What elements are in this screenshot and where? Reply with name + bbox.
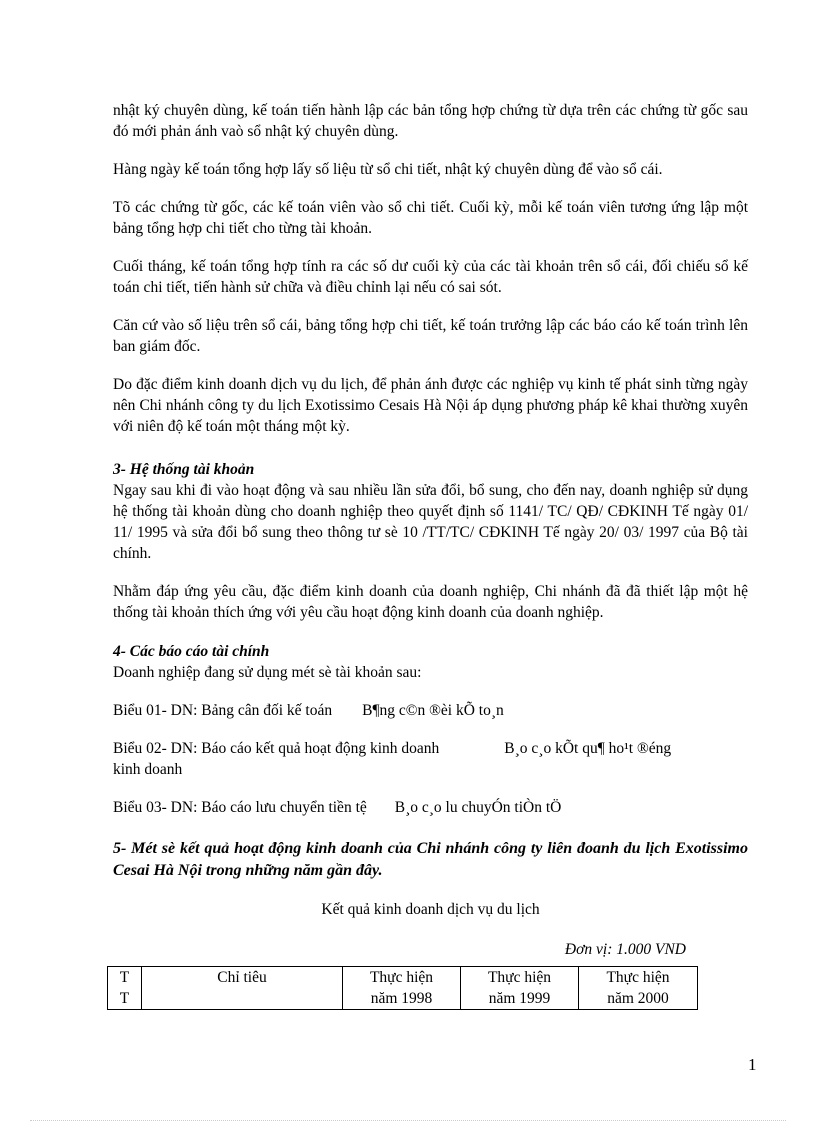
paragraph-2: Hàng ngày kế toán tổng hợp lấy số liệu từ sổ chi tiết, nhật ký chuyên dùng để vào sổ cái. <box>113 161 663 178</box>
bieu-03-line <box>113 797 748 818</box>
header-tt: T T <box>108 967 142 1010</box>
paragraph-5: Căn cứ vào số liệu trên sổ cái, bảng tổng hợp chi tiết, kế toán trưởng lập các báo cáo kế toán trình lên ban giám đốc. <box>113 317 748 355</box>
section-3-body-1: Ngay sau khi đi vào hoạt động và sau nhiều lần sửa đổi, bổ sung, cho đến nay, doanh nghiệp sử dụng hệ thống tài khoản dùng cho doanh nghiệp theo quyết định số 1141/ TC/ QĐ/ CĐKINH Tế ngày 01/ 11/ 1995 và sửa đổi bổ sung theo thông tư sè 10 /TT/TC/ CĐKINH Tế ngày 20/ 03/ 1997 của Bộ tài chính. <box>113 482 748 562</box>
paragraph-1: nhật ký chuyên dùng, kế toán tiến hành lập các bản tổng hợp chứng từ dựa trên các chứng từ gốc sau đó mới phản ánh vaò sổ nhật ký chuyên dùng. <box>113 102 748 140</box>
bieu-03-label: Biểu 03- DN: Báo cáo lưu chuyển tiền tệ <box>113 799 367 816</box>
section-3-heading: 3- Hệ thống tài khoản <box>113 461 255 478</box>
paragraph-3: Tõ các chứng từ gốc, các kế toán viên vào sổ chi tiết. Cuối kỳ, mỗi kế toán viên tương ứng lập một bảng tổng hợp chi tiết cho từng tài khoản. <box>113 199 748 237</box>
bieu-02-label: Biểu 02- DN: Báo cáo kết quả hoạt động kinh doanh <box>113 740 440 757</box>
bieu-02-continuation: kinh doanh <box>113 761 183 778</box>
header-1999: Thực hiện năm 1999 <box>461 967 579 1010</box>
paragraph-4: Cuối tháng, kế toán tổng hợp tính ra các số dư cuối kỳ của các tài khoản trên sổ cái, đối chiếu sổ kế toán chi tiết, tiến hành sử chữa và điều chỉnh lại nếu có sai sót. <box>113 258 748 296</box>
bieu-01-garbled: B¶ng c©n ®èi kÕ to¸n <box>362 702 504 719</box>
results-table <box>107 966 698 1010</box>
page-content <box>113 100 748 977</box>
bieu-02-line <box>113 738 748 780</box>
section-3-body-2: Nhằm đáp ứng yêu cầu, đặc điểm kinh doanh của doanh nghiệp, Chi nhánh đã đã thiết lập một hệ thống tài khoản thích ứng với yêu cầu hoạt động kinh doanh của doanh nghiệp. <box>113 583 748 621</box>
bieu-01-line <box>113 700 748 721</box>
table-header-row <box>108 967 698 1010</box>
table-title: Kết quả kinh doanh dịch vụ du lịch <box>321 901 540 918</box>
header-chi-tieu: Chỉ tiêu <box>142 967 343 1010</box>
header-1998: Thực hiện năm 1998 <box>343 967 461 1010</box>
section-5-heading: 5- Mét sè kết quả hoạt động kinh doanh của Chi nhánh công ty liên đoanh du lịch Exotissimo Cesai Hà Nội trong những năm gần đây. <box>113 840 748 879</box>
header-2000: Thực hiện năm 2000 <box>579 967 698 1010</box>
bieu-03-garbled: B¸o c¸o lu chuyÓn tiÒn tÖ <box>394 799 562 816</box>
bieu-02-garbled: B¸o c¸o kÕt qu¶ ho¹t ®éng <box>504 740 672 757</box>
bieu-01-label: Biểu 01- DN: Bảng cân đối kế toán <box>113 702 333 719</box>
paragraph-6: Do đặc điểm kinh doanh dịch vụ du lịch, để phản ánh được các nghiệp vụ kinh tế phát sinh từng ngày nên Chi nhánh công ty du lịch Exotissimo Cesais Hà Nội áp dụng phương pháp kê khai thường xuyên với niên độ kế toán một tháng một kỳ. <box>113 376 748 435</box>
unit-label: Đơn vị: 1.000 VND <box>564 941 686 958</box>
section-4-heading: 4- Các báo cáo tài chính <box>113 643 270 660</box>
page-bottom-divider <box>30 1120 786 1121</box>
page-number: 1 <box>748 1055 757 1074</box>
section-4-intro: Doanh nghiệp đang sử dụng mét sè tài khoản sau: <box>113 664 422 681</box>
